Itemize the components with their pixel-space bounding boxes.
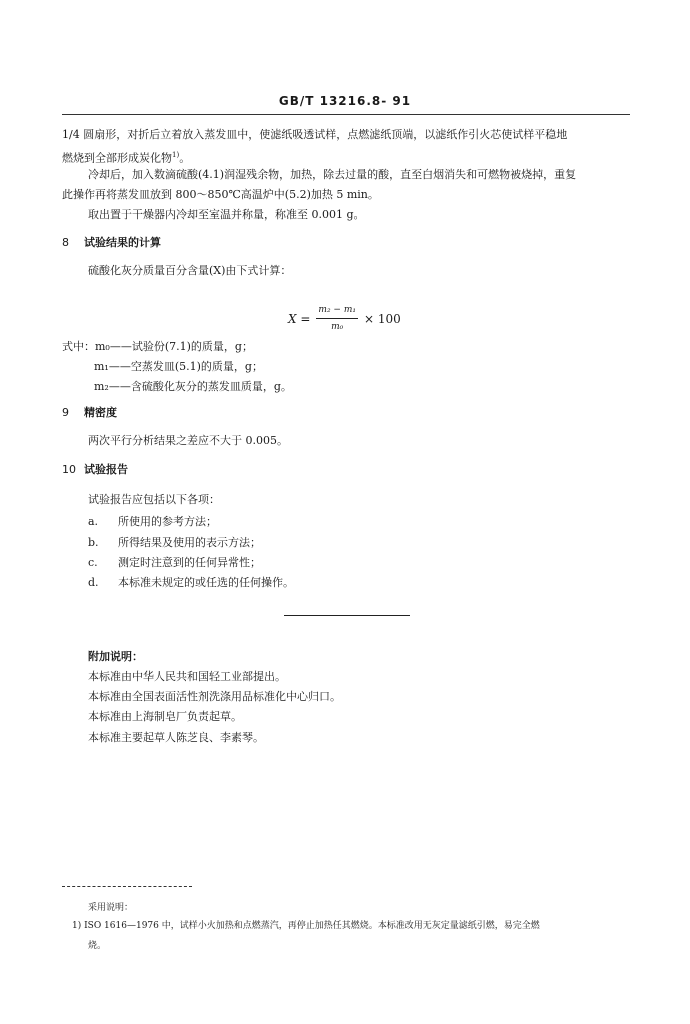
list-item: d. 本标准未规定的或任选的任何操作。 <box>88 576 294 589</box>
section-8-intro: 硫酸化灰分质量百分含量(X)由下式计算： <box>88 264 292 277</box>
where-line: m₂——含硫酸化灰分的蒸发皿质量，g。 <box>94 380 292 393</box>
footnote-title: 采用说明： <box>88 903 134 913</box>
footnote-ref: 1) <box>172 151 180 159</box>
end-rule <box>284 615 410 616</box>
formula-numerator: m₂ − m₁ <box>316 303 358 319</box>
additional-title: 附加说明： <box>88 650 143 663</box>
additional-line: 本标准由上海制皂厂负责起草。 <box>88 710 242 723</box>
section-8-heading: 8 试验结果的计算 <box>62 236 161 249</box>
header-rule <box>62 114 630 115</box>
footnote-rule <box>62 886 192 887</box>
additional-line: 本标准由全国表面活性剂洗涤用品标准化中心归口。 <box>88 690 341 703</box>
intro-line-5: 取出置于干燥器内冷却至室温并称量，称准至 0.001 g。 <box>88 208 365 221</box>
section-10-intro: 试验报告应包括以下各项： <box>88 493 220 506</box>
section-10-heading: 10 试验报告 <box>62 463 128 476</box>
formula-rhs: × 100 <box>363 311 401 326</box>
footnote-line-1: 1) ISO 1616—1976 中，试样小火加热和点燃蒸汽，再停止加热任其燃烧。本标准改用无灰定量滤纸引燃，易完全燃 <box>72 921 540 931</box>
intro-line-4: 此操作再将蒸发皿放到 800～850℃高温炉中(5.2)加热 5 min。 <box>62 188 379 201</box>
intro-line-1: 1/4 圆扇形，对折后立着放入蒸发皿中，使滤纸吸透试样，点燃滤纸顶端，以滤纸作引火芯使试样平稳地 <box>62 128 568 141</box>
formula-fraction <box>316 303 358 334</box>
ash-formula <box>288 303 401 334</box>
section-9-text: 两次平行分析结果之差应不大于 0.005。 <box>88 434 288 447</box>
intro-line-3: 冷却后，加入数滴硫酸(4.1)润湿残余物，加热，除去过量的酸，直至白烟消失和可燃物被烧掉，重复 <box>88 168 577 181</box>
additional-line: 本标准由中华人民共和国轻工业部提出。 <box>88 670 286 683</box>
list-item: a. 所使用的参考方法； <box>88 515 217 528</box>
intro-line-2: 燃烧到全部形成炭化物$^{1)}$。 <box>62 151 191 165</box>
page-header: GB/T 13216.8- 91 <box>278 94 412 108</box>
formula-denominator: m₀ <box>331 322 344 332</box>
formula-lhs: X = <box>288 311 311 326</box>
list-item: c. 测定时注意到的任何异常性； <box>88 556 261 569</box>
section-9-heading: 9 精密度 <box>62 406 117 419</box>
where-line: 式中：m₀——试验份(7.1)的质量，g； <box>62 340 253 353</box>
additional-line: 本标准主要起草人陈芝良、李素琴。 <box>88 731 264 744</box>
list-item: b. 所得结果及使用的表示方法； <box>88 536 261 549</box>
footnote-line-2: 烧。 <box>88 941 107 951</box>
where-line: m₁——空蒸发皿(5.1)的质量，g； <box>94 360 263 373</box>
